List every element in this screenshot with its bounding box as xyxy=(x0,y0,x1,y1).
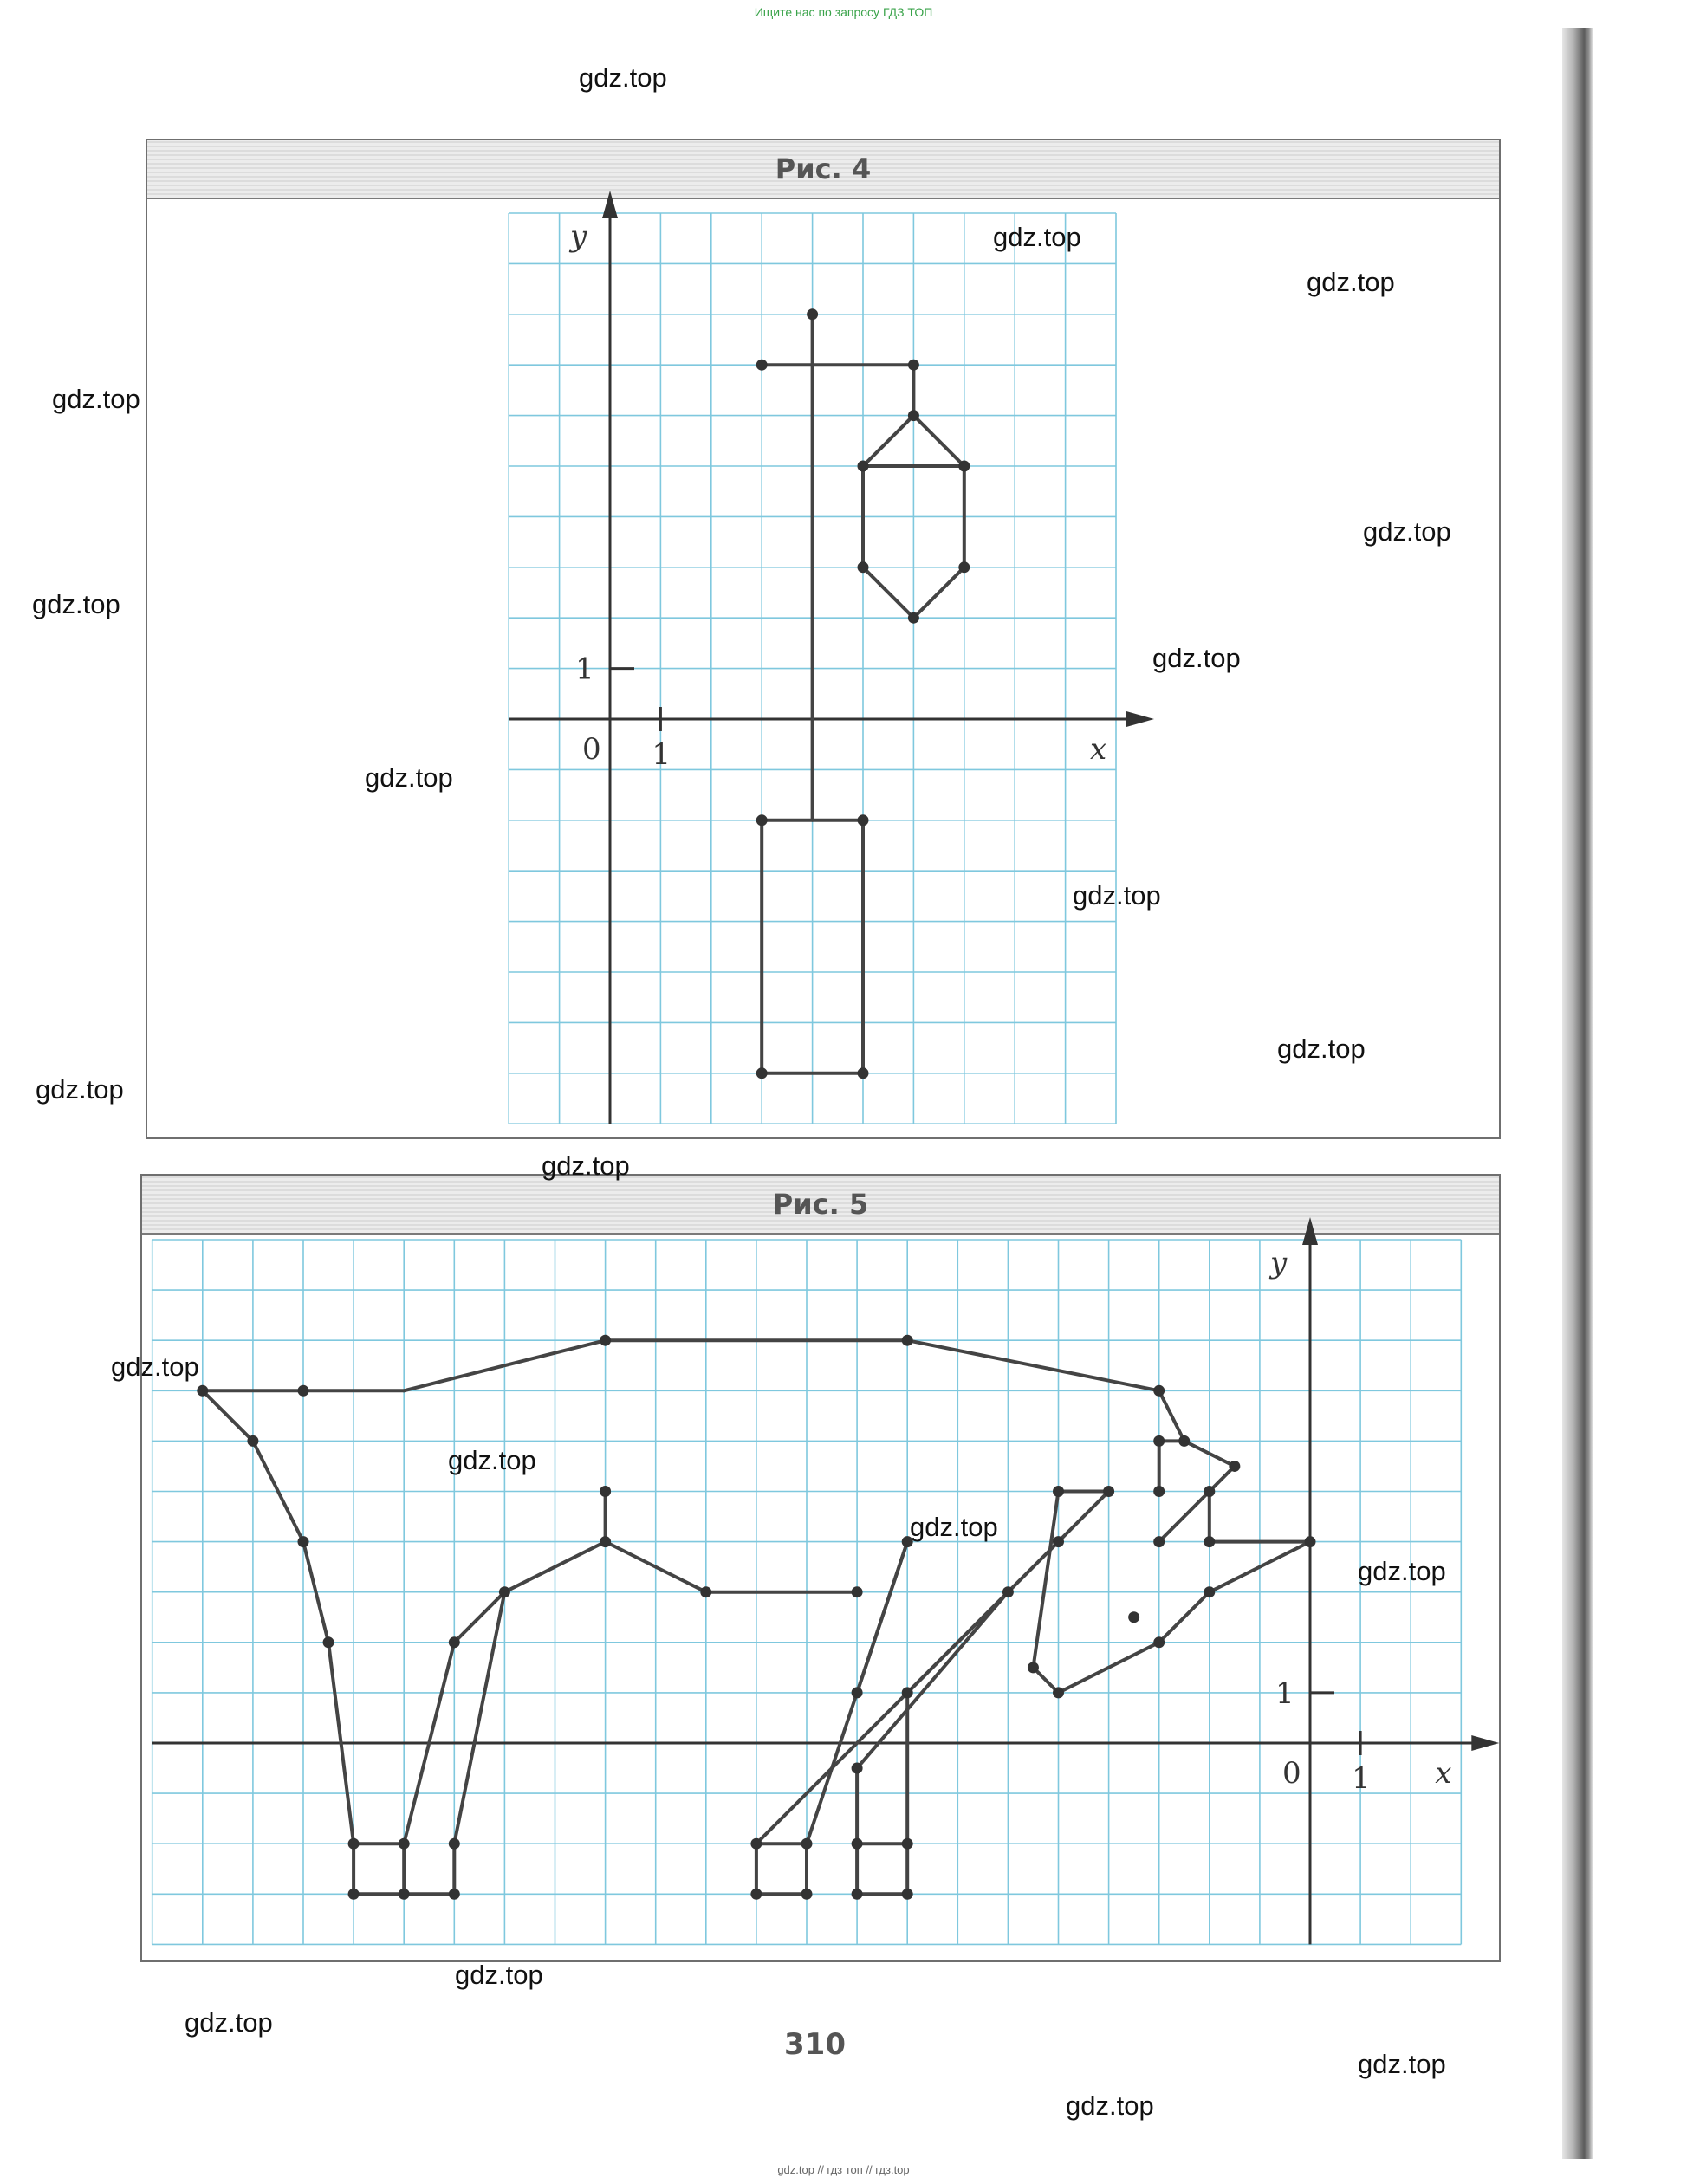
watermark: gdz.top xyxy=(52,384,140,414)
footer-links: gdz.top // гдз топ // гдз.top xyxy=(777,2163,910,2176)
fig4-segment xyxy=(913,567,964,618)
watermark: gdz.top xyxy=(1363,516,1451,547)
fig5-point xyxy=(801,1838,813,1850)
fig5-point xyxy=(750,1889,762,1900)
fig4-segment xyxy=(863,416,913,466)
fig4-point xyxy=(908,360,919,371)
fig5-point xyxy=(1002,1586,1014,1597)
fig5-point xyxy=(449,1889,460,1900)
fig4-point xyxy=(807,308,818,320)
fig4-point xyxy=(858,461,869,472)
fig5-point xyxy=(750,1838,762,1850)
fig5-point xyxy=(247,1435,258,1447)
fig4-segment xyxy=(913,416,964,466)
fig5-x-label: x xyxy=(1435,1756,1452,1791)
fig5-point xyxy=(852,1838,863,1850)
fig4-point xyxy=(958,461,970,472)
watermark: gdz.top xyxy=(1152,643,1241,673)
watermark: gdz.top xyxy=(1358,2049,1446,2079)
fig5-segment xyxy=(907,1340,1159,1390)
figure-4-title: Рис. 4 xyxy=(775,152,872,185)
fig5-point xyxy=(902,1838,913,1850)
fig4-point xyxy=(756,360,768,371)
fig5-segment xyxy=(1159,1466,1235,1541)
fig4-x-tick-label: 1 xyxy=(652,737,672,772)
fig4-point xyxy=(958,561,970,573)
fig4-point xyxy=(858,561,869,573)
watermark: gdz.top xyxy=(32,589,120,619)
fig5-segment xyxy=(1059,1492,1109,1542)
fig4-y-arrow xyxy=(602,191,618,218)
fig5-y-arrow xyxy=(1302,1217,1318,1245)
watermark: gdz.top xyxy=(910,1512,998,1542)
fig5-segment xyxy=(1159,1390,1184,1441)
fig4-segment xyxy=(863,567,913,618)
watermark: gdz.top xyxy=(185,2007,273,2038)
fig4-y-tick-label: 1 xyxy=(575,651,594,687)
fig5-point xyxy=(902,1889,913,1900)
fig5-segment xyxy=(1159,1592,1210,1643)
fig5-point xyxy=(700,1586,711,1597)
watermark: gdz.top xyxy=(542,1150,630,1181)
top-banner: Ищите нас по запросу ГДЗ ТОП xyxy=(754,5,933,19)
watermark: gdz.top xyxy=(365,762,453,793)
fig5-point xyxy=(323,1636,334,1648)
fig5-point xyxy=(298,1536,309,1547)
fig5-point xyxy=(852,1687,863,1698)
fig5-point xyxy=(1053,1486,1064,1497)
fig5-segment xyxy=(1033,1492,1058,1668)
fig5-point xyxy=(1028,1662,1039,1673)
fig4-point xyxy=(908,410,919,421)
fig5-point xyxy=(1103,1486,1114,1497)
fig5-point xyxy=(298,1385,309,1397)
fig5-point xyxy=(348,1838,360,1850)
fig5-point xyxy=(801,1889,813,1900)
fig4-point xyxy=(756,814,768,826)
fig5-point xyxy=(1153,1385,1165,1397)
fig4-x-label: x xyxy=(1090,732,1107,767)
fig5-x-tick-label: 1 xyxy=(1352,1761,1371,1796)
fig5-point xyxy=(1204,1486,1215,1497)
fig4-point xyxy=(908,612,919,624)
fig5-segment xyxy=(857,1542,907,1693)
fig5-point xyxy=(1178,1435,1190,1447)
fig5-point xyxy=(852,1763,863,1774)
fig4-point xyxy=(858,1067,869,1079)
fig4-origin-label: 0 xyxy=(582,732,601,767)
watermark: gdz.top xyxy=(1073,880,1161,911)
fig5-y-tick-label: 1 xyxy=(1275,1675,1294,1711)
fig5-point xyxy=(1204,1536,1215,1547)
fig5-origin-label: 0 xyxy=(1282,1756,1301,1791)
fig5-segment xyxy=(1008,1542,1058,1592)
fig5-point xyxy=(902,1335,913,1346)
fig5-point xyxy=(600,1486,611,1497)
fig5-point xyxy=(852,1586,863,1597)
fig5-point xyxy=(399,1838,410,1850)
fig5-segment xyxy=(203,1390,253,1441)
fig5-point xyxy=(1153,1636,1165,1648)
watermark: gdz.top xyxy=(993,222,1081,252)
fig5-point xyxy=(1128,1611,1139,1623)
watermark: gdz.top xyxy=(455,1960,543,1990)
fig5-x-arrow xyxy=(1471,1735,1499,1751)
fig5-point xyxy=(1229,1461,1240,1472)
fig5-point xyxy=(197,1385,208,1397)
fig5-point xyxy=(1153,1536,1165,1547)
fig4-point xyxy=(756,1067,768,1079)
fig5-point xyxy=(449,1636,460,1648)
watermark: gdz.top xyxy=(579,62,667,93)
fig4-x-arrow xyxy=(1126,711,1154,727)
watermark: gdz.top xyxy=(448,1445,536,1475)
fig4-y-label: y xyxy=(570,219,587,254)
figure-5-title: Рис. 5 xyxy=(772,1188,869,1221)
fig5-point xyxy=(600,1335,611,1346)
fig5-point xyxy=(1053,1687,1064,1698)
fig5-point xyxy=(852,1889,863,1900)
watermark: gdz.top xyxy=(1066,2090,1154,2121)
watermark: gdz.top xyxy=(1358,1556,1446,1586)
fig5-point xyxy=(902,1687,913,1698)
watermark: gdz.top xyxy=(111,1351,199,1382)
page-number: 310 xyxy=(784,2027,846,2062)
fig5-segment xyxy=(756,1592,1009,1844)
fig5-segment xyxy=(454,1592,504,1844)
fig5-y-label: y xyxy=(1270,1246,1288,1280)
fig5-point xyxy=(600,1536,611,1547)
watermark: gdz.top xyxy=(1307,267,1395,297)
fig4-point xyxy=(858,814,869,826)
fig5-point xyxy=(1153,1486,1165,1497)
watermark: gdz.top xyxy=(36,1074,124,1105)
watermark: gdz.top xyxy=(1277,1034,1366,1064)
fig5-point xyxy=(1053,1536,1064,1547)
fig5-point xyxy=(449,1838,460,1850)
fig5-point xyxy=(1204,1586,1215,1597)
fig5-point xyxy=(348,1889,360,1900)
fig5-point xyxy=(1305,1536,1316,1547)
fig5-point xyxy=(1153,1435,1165,1447)
fig5-point xyxy=(499,1586,510,1597)
fig5-point xyxy=(399,1889,410,1900)
